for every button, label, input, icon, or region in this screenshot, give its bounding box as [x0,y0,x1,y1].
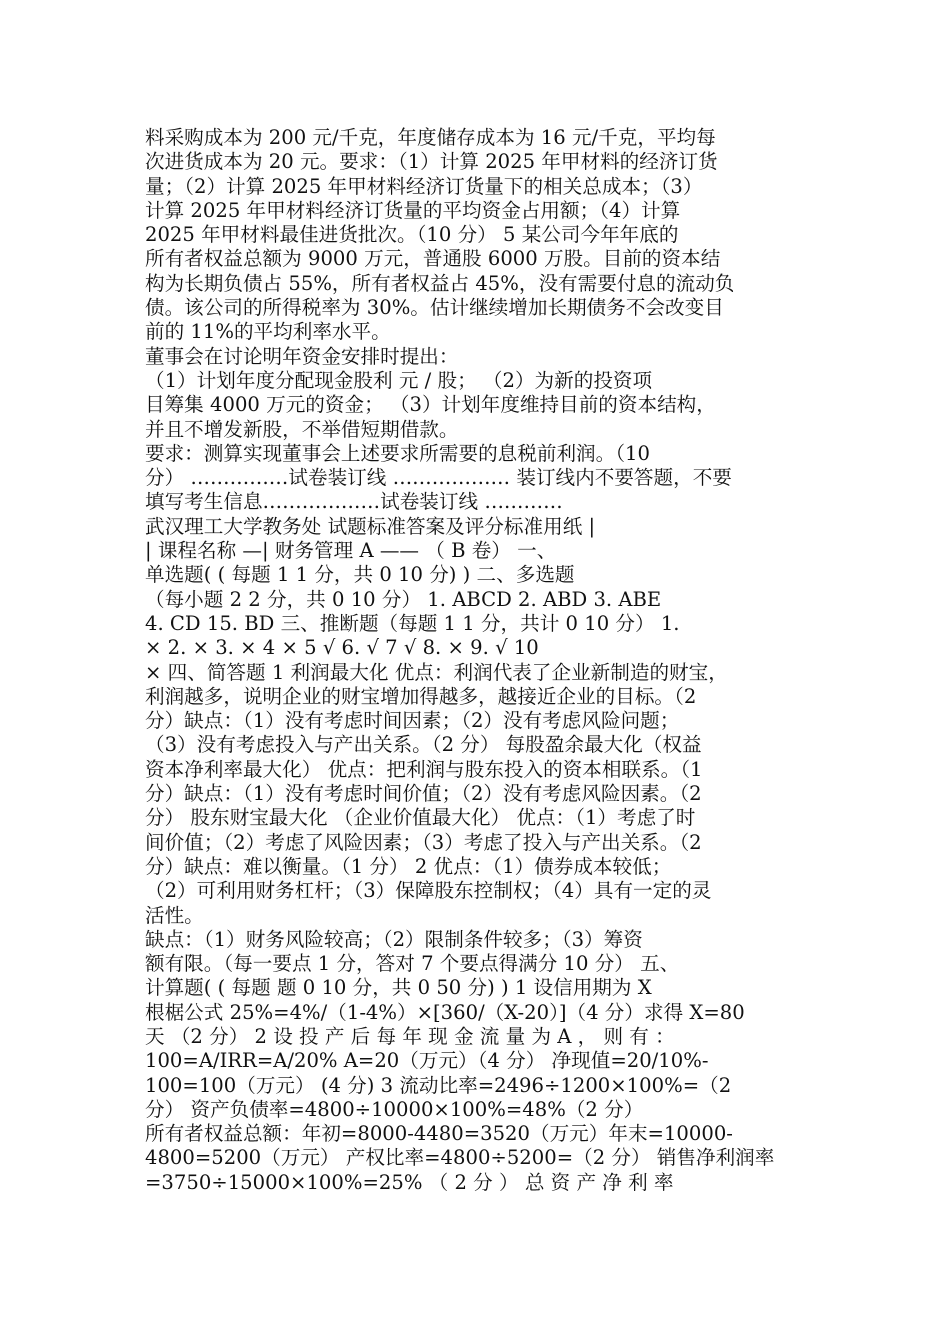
text-line: 武汉理工大学教务处 试题标准答案及评分标准用纸 | [145,514,596,538]
text-line: 100=A/IRR=A/20% A=20（万元）（4 分） 净现值=20/10%- [145,1049,709,1073]
text-line: 分） 资产负债率=4800÷10000×100%=48%（2 分） [145,1097,644,1121]
text-line: 要求：测算实现董事会上述要求所需要的息税前利润。（10 [145,441,650,465]
text-line: 间价值；（2）考虑了风险因素；（3）考虑了投入与产出关系。（2 [145,830,702,854]
text-line: （每小题 2 2 分，共 0 10 分） 1. ABCD 2. ABD 3. ABE [145,587,662,611]
text-line: 分）缺点：（1）没有考虑时间价值；（2）没有考虑风险因素。（2 [145,782,702,806]
text-line: 填写考生信息………………试卷装订线 ………… [145,490,563,514]
text-line: 董事会在讨论明年资金安排时提出： [145,344,459,368]
document-body [145,126,807,1195]
text-line: 单选题( ( 每题 1 1 分，共 0 10 分) ) 二、多选题 [145,563,575,587]
text-line: 计算 2025 年甲材料经济订货量的平均资金占用额；（4）计算 [145,198,681,222]
text-line: × 2. × 3. × 4 × 5 √ 6. √ 7 √ 8. × 9. √ 10 [145,636,539,660]
text-line: 分） ……………试卷装订线 ……………… 装订线内不要答题，不要 [145,466,732,490]
text-line: 额有限。（每一要点 1 分，答对 7 个要点得满分 10 分） 五、 [145,952,680,976]
text-line: 4800=5200（万元） 产权比率=4800÷5200=（2 分） 销售净利润率 [145,1146,775,1170]
text-line: 活性。 [145,903,204,927]
text-line: 前的 11%的平均利率水平。 [145,320,391,344]
text-line: 次进货成本为 20 元。要求：（1）计算 2025 年甲材料的经济订货 [145,150,718,174]
text-line: 分）缺点：难以衡量。（1 分） 2 优点：（1）债券成本较低； [145,854,672,878]
text-line: 根椐公式 25%=4%/（1-4%）×[360/（X-20）]（4 分）求得 X=80 [145,1000,745,1024]
text-line: × 四、简答题 1 利润最大化 优点：利润代表了企业新制造的财宝， [145,660,728,684]
text-line: 2025 年甲材料最佳进货批次。（10 分） 5 某公司今年年底的 [145,223,679,247]
text-line: 所有者权益总额为 9000 万元，普通股 6000 万股。目前的资本结 [145,247,721,271]
text-line: 计算题( ( 每题 题 0 10 分，共 0 50 分) ) 1 设信用期为 X [145,976,652,1000]
text-line: 资本净利率最大化） 优点：把利润与股东投入的资本相联系。（1 [145,757,703,781]
text-line: 缺点：（1）财务风险较高；（2）限制条件较多；（3）筹资 [145,927,643,951]
text-line: 构为长期负债占 55%，所有者权益占 45%，没有需要付息的流动负 [145,271,735,295]
text-line: 所有者权益总额：年初=8000-4480=3520（万元）年末=10000- [145,1122,733,1146]
text-line: （1）计划年度分配现金股利 元 / 股； （2）为新的投资项 [145,368,653,392]
text-line: （2）可利用财务杠杆；（3）保障股东控制权；（4）具有一定的灵 [145,879,712,903]
text-line: 并且不增发新股，不举借短期借款。 [145,417,459,441]
text-line: 利润越多，说明企业的财宝增加得越多，越接近企业的目标。（2 [145,684,697,708]
text-line: =3750÷15000×100%=25% （ 2 分 ） 总 资 产 净 利 率 [145,1170,674,1194]
text-line: 4. CD 15. BD 三、推断题（每题 1 1 分，共计 0 10 分） 1. [145,611,680,635]
text-line: 分） 股东财宝最大化 （企业价值最大化） 优点：（1）考虑了时 [145,806,696,830]
text-line: | 课程名称 —| 财务管理 A —— （ B 卷） 一、 [145,539,557,563]
text-line: 料采购成本为 200 元/千克，年度储存成本为 16 元/千克，平均每 [145,126,716,149]
text-line: 天 （2 分） 2 设 投 产 后 每 年 现 金 流 量 为 A ， 则 有 ： [145,1024,675,1048]
text-line: 量；（2）计算 2025 年甲材料经济订货量下的相关总成本；（3） [145,174,703,198]
text-line: （3）没有考虑投入与产出关系。（2 分） 每股盈余最大化（权益 [145,733,702,757]
text-line: 分）缺点：（1）没有考虑时间因素；（2）没有考虑风险问题； [145,709,680,733]
text-line: 目筹集 4000 万元的资金； （3）计划年度维持目前的资本结构， [145,393,716,417]
text-line: 100=100（万元） (4 分) 3 流动比率=2496÷1200×100%=（2 [145,1073,732,1097]
text-line: 债。该公司的所得税率为 30%。估计继续增加长期债务不会改变目 [145,296,724,320]
